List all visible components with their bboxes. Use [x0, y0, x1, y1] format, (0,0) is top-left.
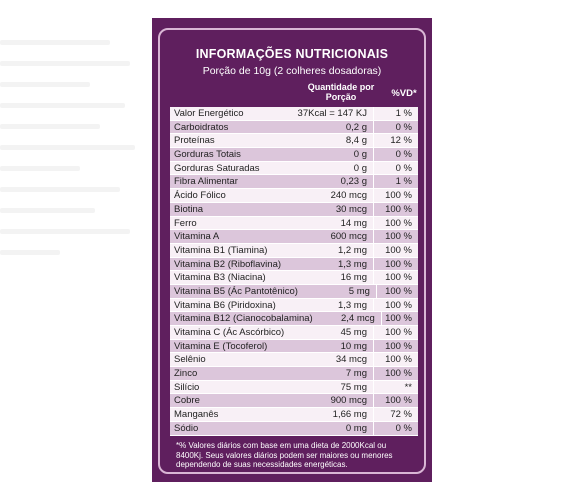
- quantity-column-header: Quantidade por Porção: [307, 82, 375, 102]
- nutrient-dv: 100 %: [373, 326, 418, 339]
- nutrient-dv: 0 %: [373, 162, 418, 175]
- nutrient-quantity: 8,4 g: [345, 135, 367, 147]
- nutrient-quantity: 0 g: [353, 149, 367, 161]
- nutrient-dv: 72 %: [373, 408, 418, 421]
- nutrient-quantity: 0 mg: [345, 422, 367, 434]
- nutrient-name: Gorduras Saturadas: [174, 162, 260, 174]
- nutrient-name: Vitamina A: [174, 231, 220, 243]
- nutrient-quantity: 16 mg: [340, 272, 367, 284]
- nutrient-dv: **: [373, 381, 418, 394]
- table-row: [170, 258, 418, 272]
- nutrient-dv: 0 %: [373, 422, 418, 435]
- table-row: [170, 271, 418, 285]
- nutrient-name: Vitamina C (Ác Ascórbico): [174, 327, 285, 338]
- nutrition-label-card: [158, 28, 426, 474]
- nutrient-quantity: 45 mg: [340, 327, 367, 338]
- nutrient-quantity: 1,66 mg: [332, 409, 367, 421]
- serving-size: Porção de 10g (2 colheres dosadoras): [202, 65, 382, 77]
- nutrient-quantity: 900 mcg: [330, 395, 367, 407]
- nutrient-quantity: 14 mg: [340, 217, 367, 229]
- table-row: [170, 381, 418, 395]
- nutrient-name: Vitamina B12 (Cianocobalamina): [174, 313, 313, 325]
- table-row: [170, 230, 418, 244]
- nutrient-dv: 12 %: [373, 134, 418, 147]
- nutrient-name: Vitamina B1 (Tiamina): [174, 244, 268, 256]
- table-row: [170, 189, 418, 203]
- nutrient-dv: 100 %: [373, 299, 418, 312]
- nutrient-quantity: 1,2 mg: [337, 244, 367, 256]
- nutrient-name: Silício: [174, 381, 200, 393]
- nutrient-name: Valor Energético: [174, 108, 244, 119]
- nutrient-quantity: 1,3 mg: [337, 258, 367, 270]
- nutrient-dv: 1 %: [373, 107, 418, 120]
- nutrient-name: Vitamina B5 (Ác Pantotênico): [174, 285, 298, 297]
- label-title: INFORMAÇÕES NUTRICIONAIS: [195, 47, 389, 61]
- table-row: [170, 312, 418, 326]
- nutrient-quantity: 1,3 mg: [337, 299, 367, 311]
- table-row: [170, 134, 418, 148]
- nutrient-name: Ácido Fólico: [174, 190, 226, 202]
- nutrient-name: Zinco: [174, 368, 198, 380]
- nutrient-quantity: 0 g: [353, 162, 367, 174]
- table-row: [170, 107, 418, 121]
- nutrient-dv: 100 %: [373, 367, 418, 380]
- nutrient-dv: 100 %: [373, 340, 418, 353]
- faded-background-text: [0, 40, 140, 270]
- nutrient-dv: 100 %: [373, 271, 418, 284]
- nutrient-name: Ferro: [174, 217, 197, 229]
- table-row: [170, 408, 418, 422]
- nutrient-dv: 100 %: [373, 217, 418, 230]
- nutrient-dv: 100 %: [381, 312, 418, 325]
- nutrient-name: Fibra Alimentar: [174, 176, 238, 188]
- table-row: [170, 394, 418, 408]
- nutrient-quantity: 0,23 g: [340, 176, 367, 188]
- table-row: [170, 340, 418, 354]
- table-row: [170, 299, 418, 313]
- nutrient-name: Cobre: [174, 395, 200, 407]
- nutrient-dv: 100 %: [376, 285, 418, 298]
- nutrient-quantity: 34 mcg: [335, 354, 367, 366]
- nutrient-quantity: 10 mg: [340, 340, 367, 352]
- nutrient-name: Vitamina B2 (Riboflavina): [174, 258, 282, 270]
- nutrient-name: Carboidratos: [174, 121, 229, 133]
- nutrient-quantity: 240 mcg: [330, 190, 367, 202]
- table-row: [170, 326, 418, 340]
- dv-column-header: %VD*: [391, 88, 417, 99]
- nutrient-quantity: 600 mcg: [330, 231, 367, 243]
- nutrient-name: Manganês: [174, 409, 219, 421]
- nutrient-quantity: 75 mg: [340, 381, 367, 393]
- nutrient-quantity: 2,4 mcg: [340, 313, 375, 325]
- table-row: [170, 353, 418, 367]
- nutrient-dv: 100 %: [373, 189, 418, 202]
- table-row: [170, 285, 418, 299]
- nutrient-quantity: 0,2 g: [345, 121, 367, 133]
- nutrient-dv: 0 %: [373, 121, 418, 134]
- nutrient-name: Vitamina E (Tocoferol): [174, 340, 268, 352]
- nutrient-name: Biotina: [174, 203, 204, 215]
- nutrient-name: Vitamina B3 (Niacina): [174, 272, 266, 284]
- nutrient-quantity: 37Kcal = 147 KJ: [297, 108, 367, 119]
- nutrient-name: Vitamina B6 (Piridoxina): [174, 299, 276, 311]
- nutrient-dv: 100 %: [373, 230, 418, 243]
- nutrient-name: Proteínas: [174, 135, 215, 147]
- nutrient-quantity: 5 mg: [348, 285, 370, 297]
- nutrition-label-panel: [152, 18, 432, 482]
- nutrient-quantity: 7 mg: [345, 368, 367, 380]
- nutrient-dv: 100 %: [373, 244, 418, 257]
- footnote: *% Valores diários com base em uma dieta de 2000Kcal ou 8400Kj. Seus valores diários podem ser maiores ou menores dependendo de suas necessidades energéticas.: [176, 441, 393, 469]
- nutrient-dv: 100 %: [373, 394, 418, 407]
- table-row: [170, 367, 418, 381]
- nutrient-dv: 100 %: [373, 203, 418, 216]
- table-row: [170, 244, 418, 258]
- table-row: [170, 175, 418, 189]
- nutrient-dv: 100 %: [373, 353, 418, 366]
- table-row: [170, 217, 418, 231]
- table-row: [170, 422, 418, 436]
- nutrient-name: Selênio: [174, 354, 206, 366]
- table-row: [170, 203, 418, 217]
- nutrient-dv: 100 %: [373, 258, 418, 271]
- nutrient-dv: 1 %: [373, 175, 418, 188]
- table-row: [170, 148, 418, 162]
- nutrient-name: Sódio: [174, 422, 199, 434]
- nutrition-table: [170, 107, 418, 436]
- table-row: [170, 121, 418, 135]
- nutrient-quantity: 30 mcg: [335, 203, 367, 215]
- table-row: [170, 162, 418, 176]
- nutrient-name: Gorduras Totais: [174, 149, 241, 161]
- nutrient-dv: 0 %: [373, 148, 418, 161]
